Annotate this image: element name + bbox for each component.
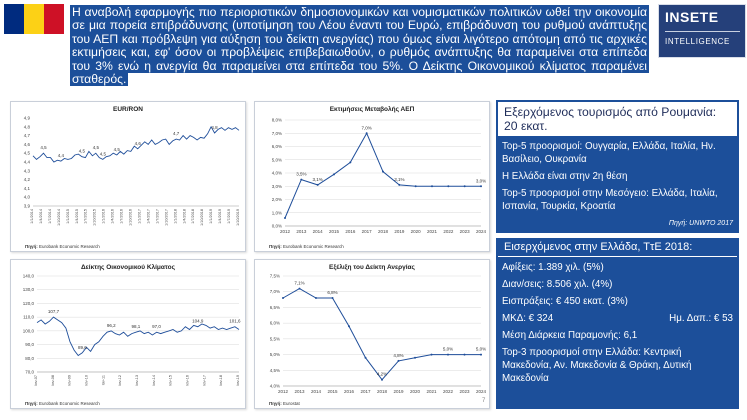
y-tick-label: 110,0 bbox=[23, 314, 34, 320]
data-label: 3,1% bbox=[394, 176, 405, 182]
chart-economic-climate bbox=[10, 259, 246, 409]
data-point bbox=[282, 297, 284, 299]
data-label: 4,2% bbox=[376, 371, 388, 377]
x-tick-label: 2022 bbox=[442, 389, 454, 394]
x-tick-label: Ιαν-17 bbox=[202, 375, 207, 386]
spend-row bbox=[496, 312, 739, 325]
y-tick-label: 4,0 bbox=[23, 194, 30, 200]
data-point bbox=[414, 357, 416, 359]
data-point bbox=[381, 379, 383, 381]
receipts: Εισπράξεις: € 450 εκατ. (3%) bbox=[502, 296, 628, 307]
page-number: 7 bbox=[482, 398, 486, 404]
data-label: 4,5 bbox=[40, 145, 47, 151]
data-point bbox=[464, 354, 466, 356]
x-tick-label: 1/10/2018 bbox=[200, 209, 205, 226]
x-tick-label: Ιαν-12 bbox=[118, 375, 123, 386]
y-tick-label: 4,0% bbox=[269, 383, 280, 389]
series-line bbox=[285, 133, 481, 218]
y-tick-label: 4,4 bbox=[23, 159, 30, 165]
x-tick-label: 1/10/2019 bbox=[236, 209, 240, 226]
x-tick-label: 1/1/2018 bbox=[173, 209, 178, 224]
source-name: Eurostat bbox=[283, 401, 300, 406]
y-tick-label: 0,0% bbox=[271, 223, 282, 229]
chart-title: EUR/RON bbox=[113, 106, 143, 113]
header-text: Η αναβολή εφαρμογής πιο περιοριστικών δημοσιονομικών και νομισματικών πολιτικών ωθεί την οικονομία σε μια πορεία επιβράδυνσης (υποτίμηση του Λέου έναντι του Ευρώ, επιβράδυνση του ρυθμού ανάπτυξης του ΑΕΠ και πρόβλεψη για αύξηση του δείκτη ανεργίας) που όμως είναι λιγότερο απότομη από τις αρχικές εκτιμήσεις και, εφ' όσον οι προβλέψεις επιβεβαιωθούν, ο ρυθμός ανάπτυξης θα παραμείνει στα επίπεδα του 3% ενώ η ανεργία θα παραμείνει στα επίπεδα του 5%. Ο Δείκτης Οικονομικού κλίματος παραμένει σταθερός. bbox=[72, 5, 647, 87]
data-label: 97,0 bbox=[152, 324, 161, 330]
data-point bbox=[431, 185, 433, 187]
chart-eur-ron-svg bbox=[11, 102, 247, 253]
x-tick-label: 1/4/2019 bbox=[218, 209, 223, 224]
x-tick-label: 2023 bbox=[459, 389, 470, 394]
x-tick-label: 2018 bbox=[376, 389, 388, 394]
y-tick-label: 7,5% bbox=[269, 273, 280, 279]
data-label: 5,0% bbox=[442, 346, 454, 352]
x-tick-label: 1/4/2017 bbox=[146, 209, 151, 224]
panel-heading: Εισερχόμενος στην Ελλάδα, ΤτΕ 2018: bbox=[498, 238, 737, 257]
x-tick-label: 1/7/2016 bbox=[119, 209, 124, 224]
data-label: 4,5 bbox=[99, 151, 106, 157]
inbound-greece-panel bbox=[496, 238, 739, 409]
x-tick-label: 1/10/2015 bbox=[92, 209, 97, 226]
y-tick-label: 4,3 bbox=[23, 168, 30, 174]
y-tick-label: 6,0% bbox=[271, 144, 282, 149]
data-label: 7,0% bbox=[361, 125, 372, 131]
y-tick-label: 4,0% bbox=[271, 170, 282, 176]
logo-subtitle: INTELLIGENCE bbox=[665, 37, 730, 46]
chart-gdp-svg bbox=[255, 102, 491, 253]
y-tick-label: 6,0% bbox=[269, 320, 280, 326]
data-label: 3,1% bbox=[312, 176, 323, 182]
x-tick-label: 1/4/2016 bbox=[110, 209, 115, 224]
data-label: 4,5 bbox=[78, 148, 86, 154]
data-point bbox=[464, 185, 466, 187]
x-tick-label: 2018 bbox=[377, 229, 389, 234]
data-point bbox=[382, 171, 384, 173]
x-tick-label: Ιαν-08 bbox=[50, 375, 55, 386]
data-point bbox=[284, 217, 286, 219]
chart-title: Εκτιμήσεις Μεταβολής ΑΕΠ bbox=[329, 106, 415, 113]
data-label: 4,7 bbox=[173, 131, 180, 137]
y-tick-label: 8,0% bbox=[271, 117, 282, 123]
chart-title: Εξέλιξη του Δείκτη Ανεργίας bbox=[329, 264, 415, 271]
y-tick-label: 3,9 bbox=[23, 203, 30, 209]
x-tick-label: 2019 bbox=[393, 389, 404, 394]
data-label: 3,0% bbox=[475, 178, 487, 184]
data-point bbox=[366, 132, 368, 134]
x-tick-label: 2017 bbox=[360, 389, 371, 394]
data-label: 4,5 bbox=[92, 145, 99, 151]
x-tick-label: 2013 bbox=[294, 389, 305, 394]
data-point bbox=[447, 354, 449, 356]
y-tick-label: 2,0% bbox=[271, 197, 282, 202]
x-tick-label: 2023 bbox=[459, 229, 470, 234]
x-tick-label: 2022 bbox=[443, 229, 454, 234]
y-tick-label: 1,0% bbox=[271, 210, 282, 216]
panel-heading: Εξερχόμενος τουρισμός από Ρουμανία: 20 εκατ. bbox=[498, 102, 737, 136]
x-tick-label: 1/4/2018 bbox=[182, 209, 187, 224]
data-label: 6,8% bbox=[327, 290, 338, 295]
data-point bbox=[398, 184, 400, 186]
data-point bbox=[300, 179, 302, 181]
data-point bbox=[317, 184, 319, 186]
data-point bbox=[447, 185, 449, 187]
y-tick-label: 5,0% bbox=[271, 157, 282, 163]
y-tick-label: 100,0 bbox=[22, 328, 34, 334]
greece-rank: Η Ελλάδα είναι στην 2η θέση bbox=[502, 171, 628, 182]
y-tick-label: 3,0% bbox=[271, 183, 282, 189]
source-name: Eurobank Economic Research bbox=[39, 244, 100, 249]
y-tick-label: 7,0% bbox=[271, 130, 282, 136]
x-tick-label: 2024 bbox=[475, 229, 487, 234]
data-point bbox=[398, 360, 400, 362]
x-tick-label: 2020 bbox=[409, 389, 421, 394]
panel-source: Πηγή: UNWTO 2017 bbox=[668, 220, 733, 227]
chart-source bbox=[269, 244, 344, 249]
data-point bbox=[480, 185, 482, 187]
daily-spend: Ημ. Δαπ.: € 53 bbox=[669, 313, 733, 324]
x-tick-label: 2015 bbox=[328, 229, 340, 234]
arrivals: Αφίξεις: 1.389 χιλ. (5%) bbox=[502, 262, 604, 273]
data-point bbox=[431, 354, 433, 356]
source-name: Eurobank Economic Research bbox=[283, 244, 344, 249]
x-tick-label: 2024 bbox=[475, 389, 487, 394]
x-tick-label: Ιαν-07 bbox=[34, 375, 38, 386]
data-point bbox=[415, 185, 417, 187]
x-tick-label: 1/7/2019 bbox=[227, 209, 232, 224]
data-label: 89,6 bbox=[77, 344, 87, 350]
data-label: 4,6 bbox=[134, 140, 141, 146]
x-tick-label: 1/7/2018 bbox=[191, 209, 196, 224]
y-tick-label: 140,0 bbox=[22, 273, 34, 279]
x-tick-label: 1/7/2015 bbox=[83, 209, 88, 224]
source-prefix: Πηγή: bbox=[25, 244, 38, 249]
data-label: 3,5% bbox=[296, 171, 307, 177]
data-label: 7,1% bbox=[294, 280, 305, 286]
y-tick-label: 80,0 bbox=[25, 355, 34, 361]
chart-gdp bbox=[254, 101, 490, 252]
data-point bbox=[349, 161, 351, 163]
x-tick-label: 1/10/2017 bbox=[164, 209, 169, 226]
y-tick-label: 5,0% bbox=[269, 352, 280, 358]
y-tick-label: 5,5% bbox=[269, 336, 280, 342]
avg-stay: Μέση Διάρκεια Παραμονής: 6,1 bbox=[502, 330, 638, 341]
x-tick-label: Ιαν-10 bbox=[84, 375, 89, 386]
x-tick-label: 1/7/2017 bbox=[155, 209, 160, 224]
x-tick-label: 2012 bbox=[279, 229, 291, 234]
source-prefix: Πηγή: bbox=[269, 244, 282, 249]
avg-spend-per-trip: ΜΚΔ: € 324 bbox=[502, 313, 554, 324]
y-tick-label: 4,6 bbox=[23, 141, 30, 147]
x-tick-label: 2015 bbox=[327, 389, 338, 394]
x-tick-label: 1/10/2014 bbox=[56, 209, 61, 226]
chart-title: Δείκτης Οικονομικού Κλίματος bbox=[81, 264, 175, 271]
y-tick-label: 4,5 bbox=[23, 150, 30, 156]
x-tick-label: Ιαν-15 bbox=[168, 375, 173, 386]
chart-source bbox=[269, 401, 300, 406]
chart-eur-ron bbox=[10, 101, 246, 252]
chart-unemployment bbox=[254, 259, 490, 409]
chart-unemployment-svg bbox=[255, 260, 491, 410]
data-label: 4,8 bbox=[211, 124, 218, 130]
y-tick-label: 4,5% bbox=[269, 367, 280, 373]
x-tick-label: 2017 bbox=[361, 229, 372, 234]
y-tick-label: 90,0 bbox=[25, 342, 34, 348]
x-tick-label: 2016 bbox=[345, 229, 356, 234]
y-tick-label: 120,0 bbox=[22, 300, 34, 306]
source-prefix: Πηγή: bbox=[269, 401, 282, 406]
header-paragraph bbox=[0, 3, 655, 89]
x-tick-label: 2012 bbox=[277, 389, 289, 394]
series-line bbox=[283, 289, 481, 380]
x-tick-label: 2014 bbox=[312, 229, 323, 234]
data-point bbox=[348, 325, 350, 327]
source-prefix: Πηγή: bbox=[25, 401, 38, 406]
x-tick-label: Ιαν-11 bbox=[101, 375, 106, 386]
data-label: 4,8% bbox=[393, 352, 404, 358]
data-point bbox=[299, 288, 301, 290]
y-tick-label: 4,2 bbox=[23, 177, 30, 183]
y-tick-label: 70,0 bbox=[25, 369, 34, 375]
top3-regions: Top-3 προορισμοί στην Ελλάδα: Κεντρική Μακεδονία, Αν. Μακεδονία & Θράκη, Δυτική Μακεδονία bbox=[502, 347, 692, 384]
y-tick-label: 6,5% bbox=[269, 304, 280, 310]
source-name: Eurobank Economic Research bbox=[39, 401, 100, 406]
logo-brand: INSETE bbox=[665, 9, 719, 25]
data-point bbox=[480, 354, 482, 356]
series-line bbox=[37, 317, 239, 355]
x-tick-label: 2014 bbox=[310, 389, 322, 394]
data-label: 4,4 bbox=[57, 153, 65, 159]
x-tick-label: 1/1/2015 bbox=[65, 209, 70, 224]
y-tick-label: 4,8 bbox=[23, 124, 30, 130]
outbound-tourism-panel bbox=[496, 100, 739, 233]
x-tick-label: 1/1/2014 bbox=[30, 209, 34, 224]
top5-mediterranean: Top-5 προορισμοί στην Μεσόγειο: Ελλάδα, Ιταλία, Ισπανία, Τουρκία, Κροατία bbox=[502, 188, 718, 212]
x-tick-label: 2021 bbox=[426, 229, 438, 234]
y-tick-label: 7,0% bbox=[269, 289, 280, 295]
x-tick-label: Ιαν-13 bbox=[135, 375, 139, 386]
x-tick-label: Ιαν-14 bbox=[151, 375, 156, 386]
data-label: 107,7 bbox=[47, 309, 60, 315]
x-tick-label: 2021 bbox=[426, 389, 437, 394]
chart-source bbox=[25, 244, 100, 249]
x-tick-label: 1/1/2016 bbox=[101, 209, 106, 224]
chart-economic-climate-svg bbox=[11, 260, 247, 410]
x-tick-label: 2016 bbox=[343, 389, 355, 394]
y-tick-label: 4,1 bbox=[23, 185, 30, 191]
data-point bbox=[332, 297, 334, 299]
data-point bbox=[333, 173, 335, 175]
overnight-stays: Διαν/σεις: 8.506 χιλ. (4%) bbox=[502, 279, 613, 290]
y-tick-label: 130,0 bbox=[22, 287, 34, 293]
x-tick-label: Ιαν-09 bbox=[67, 375, 72, 386]
top5-destinations: Top-5 προορισμοί: Ουγγαρία, Ελλάδα, Ιταλία, Ην. Βασίλειο, Ουκρανία bbox=[502, 141, 716, 165]
x-tick-label: 1/1/2019 bbox=[209, 209, 214, 224]
logo-divider bbox=[665, 31, 740, 32]
x-tick-label: Ιαν-19 bbox=[236, 375, 240, 386]
insete-logo bbox=[658, 4, 746, 58]
data-label: 4,5 bbox=[113, 146, 120, 152]
data-label: 101,6 bbox=[229, 318, 241, 324]
x-tick-label: 1/7/2014 bbox=[47, 209, 52, 224]
x-tick-label: 1/4/2014 bbox=[38, 209, 43, 224]
chart-source bbox=[25, 401, 100, 406]
data-label: 98,1 bbox=[131, 324, 141, 330]
x-tick-label: Ιαν-16 bbox=[185, 375, 190, 386]
data-point bbox=[315, 297, 317, 299]
data-label: 96,2 bbox=[106, 322, 116, 328]
x-tick-label: 1/1/2017 bbox=[137, 209, 142, 224]
data-label: 5,0% bbox=[475, 346, 487, 352]
data-label: 104,9 bbox=[192, 318, 204, 324]
y-tick-label: 4,9 bbox=[23, 115, 30, 121]
data-point bbox=[365, 357, 367, 359]
y-tick-label: 4,7 bbox=[23, 133, 30, 139]
x-tick-label: 1/10/2016 bbox=[128, 209, 133, 226]
x-tick-label: 2020 bbox=[410, 229, 421, 234]
x-tick-label: 1/4/2015 bbox=[74, 209, 79, 224]
x-tick-label: Ιαν-18 bbox=[219, 375, 224, 386]
x-tick-label: 2019 bbox=[394, 229, 405, 234]
x-tick-label: 2013 bbox=[296, 229, 307, 234]
